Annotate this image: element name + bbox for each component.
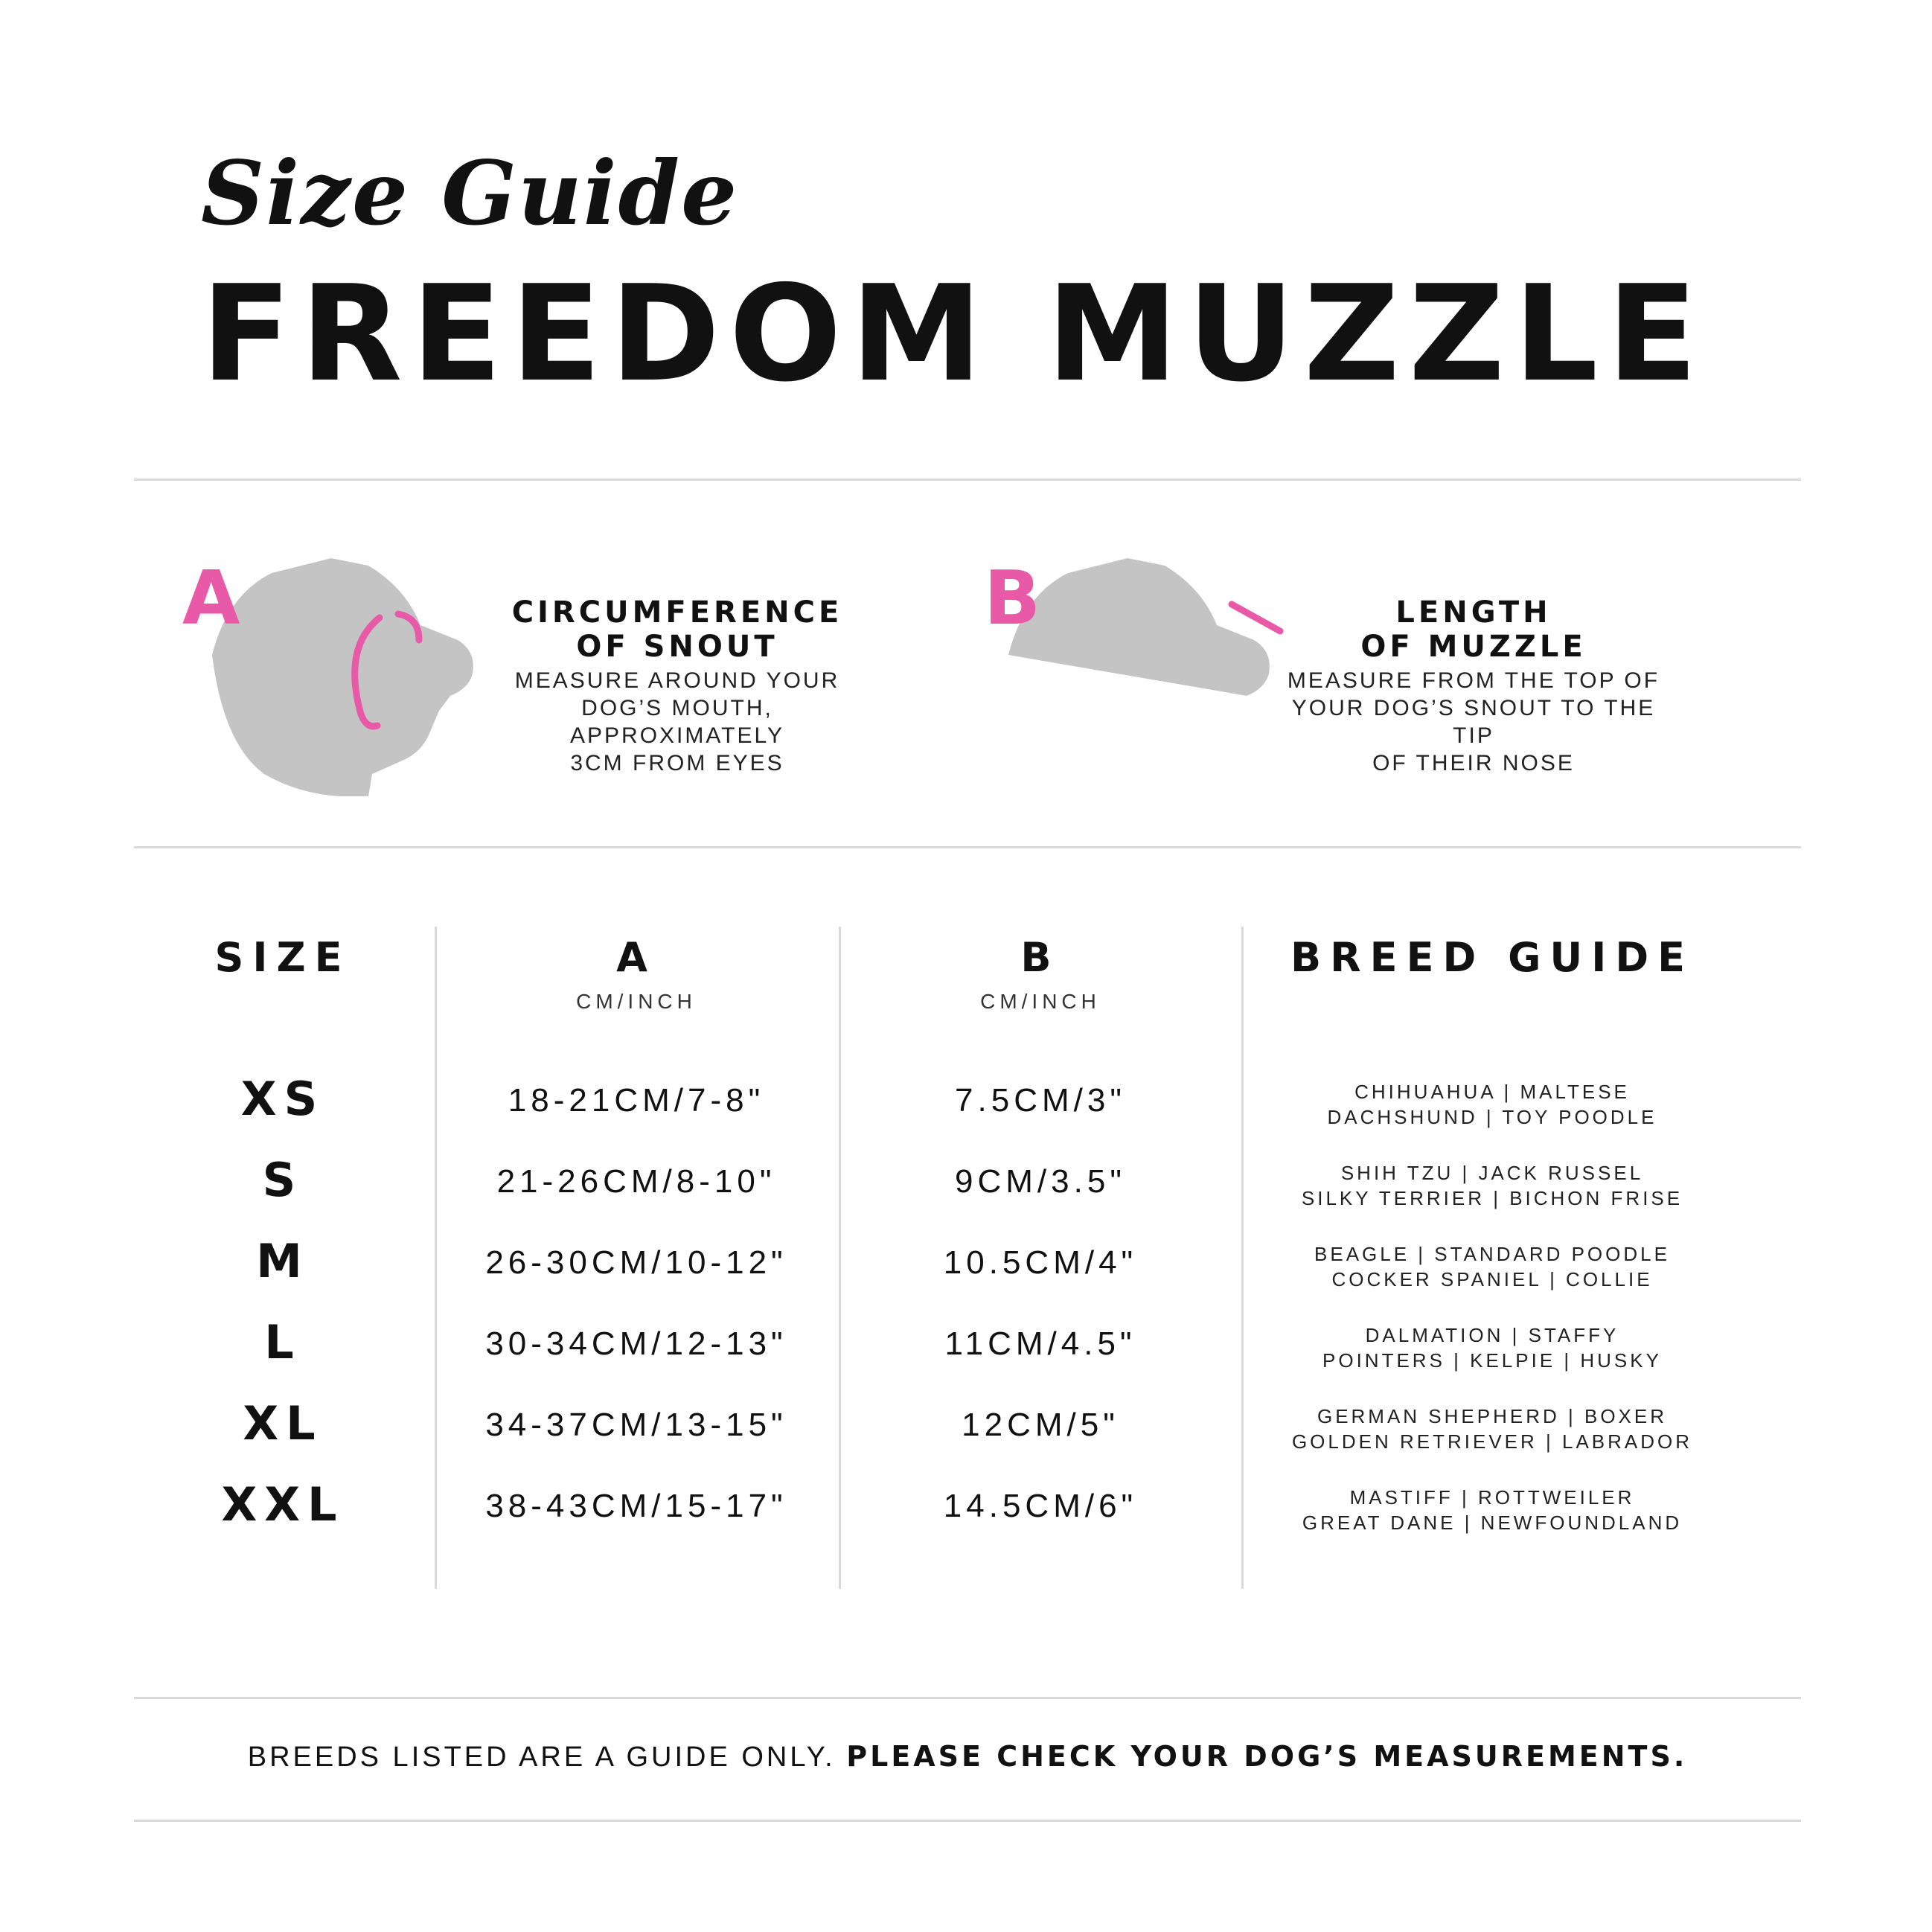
footer-normal: BREEDS LISTED ARE A GUIDE ONLY. (247, 1741, 847, 1773)
header-b-unit: CM/INCH (980, 990, 1101, 1013)
page-title: FREEDOM MUZZLE (201, 257, 1707, 411)
breed-line: DACHSHUND | TOY POODLE (1327, 1106, 1657, 1128)
column-divider (839, 927, 841, 1589)
b-value: 10.5CM/4" (943, 1244, 1138, 1281)
a-value: 26-30CM/10-12" (485, 1244, 787, 1281)
size-label: XXL (221, 1477, 345, 1532)
measure-b-title-line1: LENGTH (1395, 595, 1552, 630)
breed-line: BEAGLE | STANDARD POODLE (1314, 1243, 1670, 1265)
script-title: Size Guide (201, 141, 739, 245)
footer-note (134, 1740, 1801, 1773)
breed-line: COCKER SPANIEL | COLLIE (1331, 1268, 1653, 1290)
footer-bold: PLEASE CHECK YOUR DOG’S MEASUREMENTS. (846, 1740, 1688, 1773)
measure-b-desc-line2: YOUR DOG’S SNOUT TO THE TIP (1291, 696, 1656, 748)
size-label: XL (243, 1396, 323, 1450)
b-value: 9CM/3.5" (955, 1163, 1126, 1200)
breed-line: POINTERS | KELPIE | HUSKY (1322, 1349, 1662, 1372)
b-value: 11CM/4.5" (944, 1325, 1136, 1362)
column-divider (435, 927, 437, 1589)
breed-line: GOLDEN RETRIEVER | LABRADOR (1291, 1430, 1693, 1453)
b-value: 7.5CM/3" (955, 1082, 1126, 1119)
measure-a-desc-line2: DOG’S MOUTH, APPROXIMATELY (570, 696, 784, 748)
divider (134, 846, 1801, 848)
measure-a-title-line2: OF SNOUT (576, 630, 778, 664)
breed-line: MASTIFF | ROTTWEILER (1349, 1486, 1635, 1509)
breed-line: GERMAN SHEPHERD | BOXER (1317, 1405, 1668, 1427)
measure-b-desc-line1: MEASURE FROM THE TOP OF (1287, 668, 1660, 693)
size-label: L (264, 1315, 301, 1369)
b-value: 12CM/5" (962, 1407, 1119, 1443)
measure-a-desc-line1: MEASURE AROUND YOUR (514, 668, 840, 693)
header-size: SIZE (214, 934, 351, 981)
divider (134, 1697, 1801, 1699)
measure-a-desc-line3: 3CM FROM EYES (570, 751, 784, 775)
breed-line: GREAT DANE | NEWFOUNDLAND (1302, 1512, 1683, 1534)
a-value: 38-43CM/15-17" (485, 1488, 787, 1524)
header-breed-guide: BREED GUIDE (1290, 934, 1695, 981)
breed-line: CHIHUAHUA | MALTESE (1354, 1081, 1630, 1103)
divider (134, 1820, 1801, 1822)
size-label: S (262, 1153, 304, 1207)
measure-b-letter: B (984, 554, 1041, 642)
b-value: 14.5CM/6" (943, 1488, 1138, 1524)
a-value: 21-26CM/8-10" (496, 1163, 776, 1200)
a-value: 18-21CM/7-8" (508, 1082, 765, 1119)
header-b: B (1020, 934, 1061, 981)
breed-line: SHIH TZU | JACK RUSSEL (1340, 1162, 1644, 1184)
measure-a-title-line1: CIRCUMFERENCE (511, 595, 843, 630)
divider (134, 479, 1801, 481)
breed-line: DALMATION | STAFFY (1365, 1324, 1619, 1346)
size-label: M (256, 1234, 310, 1288)
header-a: A (616, 934, 656, 981)
a-value: 30-34CM/12-13" (485, 1325, 787, 1362)
measure-b-desc-line3: OF THEIR NOSE (1372, 751, 1575, 775)
breed-line: SILKY TERRIER | BICHON FRISE (1301, 1187, 1683, 1209)
measure-a-letter: A (182, 554, 240, 642)
a-value: 34-37CM/13-15" (485, 1407, 787, 1443)
measure-b-title-line2: OF MUZZLE (1360, 630, 1587, 664)
size-label: XS (240, 1072, 325, 1126)
column-divider (1241, 927, 1244, 1589)
header-a-unit: CM/INCH (576, 990, 697, 1013)
